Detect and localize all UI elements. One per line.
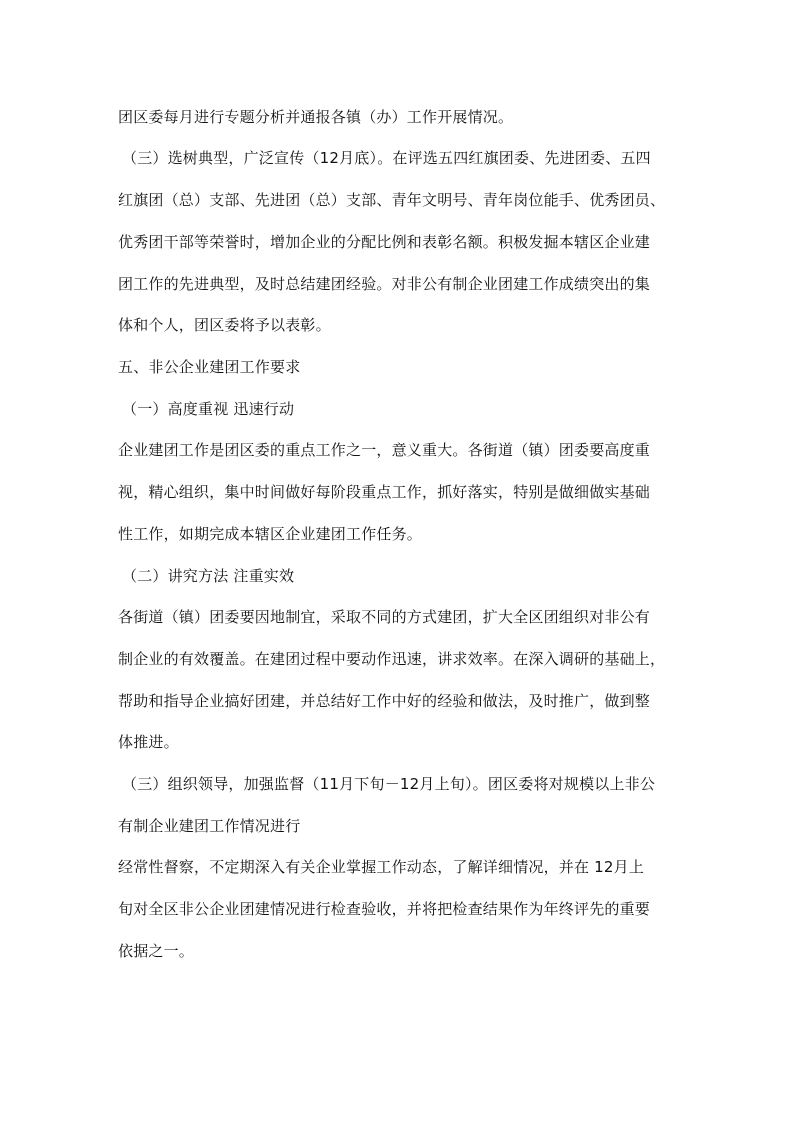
- text-line: 有制企业建团工作情况进行: [118, 817, 301, 835]
- text-line: 体推进。: [118, 733, 179, 751]
- text-line: 团区委每月进行专题分析并通报各镇（办）工作开展情况。: [118, 108, 514, 126]
- chapter-five-heading: 五、非公企业建团工作要求: [118, 358, 301, 376]
- text-line: 体和个人，团区委将予以表彰。: [118, 316, 331, 334]
- text-line: 企业建团工作是团区委的重点工作之一，意义重大。各街道（镇）团委要高度重: [118, 441, 651, 459]
- subsection-one-heading: （一）高度重视 迅速行动: [122, 400, 295, 418]
- text-line: 优秀团干部等荣誉时，增加企业的分配比例和表彰名额。积极发掘本辖区企业建: [118, 233, 651, 251]
- text-line: 团工作的先进典型，及时总结建团经验。对非公有制企业团建工作成绩突出的集: [118, 275, 651, 293]
- text-line: 帮助和指导企业搞好团建，并总结好工作中好的经验和做法，及时推广，做到整: [118, 692, 651, 710]
- subsection-three-heading: （三）组织领导，加强监督（11月下旬－12月上旬）。团区委将对规模以上非公: [122, 775, 656, 793]
- subsection-two-heading: （二）讲究方法 注重实效: [122, 567, 295, 585]
- text-line: 红旗团（总）支部、先进团（总）支部、青年文明号、青年岗位能手、优秀团员、: [118, 191, 666, 209]
- text-line: 旬对全区非公企业团建情况进行检查验收，并将把检查结果作为年终评先的重要: [118, 900, 651, 918]
- text-line: 依据之一。: [118, 942, 195, 960]
- text-line: 性工作，如期完成本辖区企业建团工作任务。: [118, 525, 423, 543]
- text-line: 经常性督察，不定期深入有关企业掌握工作动态，了解详细情况，并在 12月上: [118, 858, 645, 876]
- text-line: 制企业的有效覆盖。在建团过程中要动作迅速，讲求效率。在深入调研的基础上，: [118, 650, 666, 668]
- text-line: 各街道（镇）团委要因地制宜，采取不同的方式建团，扩大全区团组织对非公有: [118, 608, 651, 626]
- section-three-heading: （三）选树典型，广泛宣传（12月底）。在评选五四红旗团委、先进团委、五四: [122, 149, 651, 167]
- text-line: 视，精心组织，集中时间做好每阶段重点工作，抓好落实，特别是做细做实基础: [118, 483, 651, 501]
